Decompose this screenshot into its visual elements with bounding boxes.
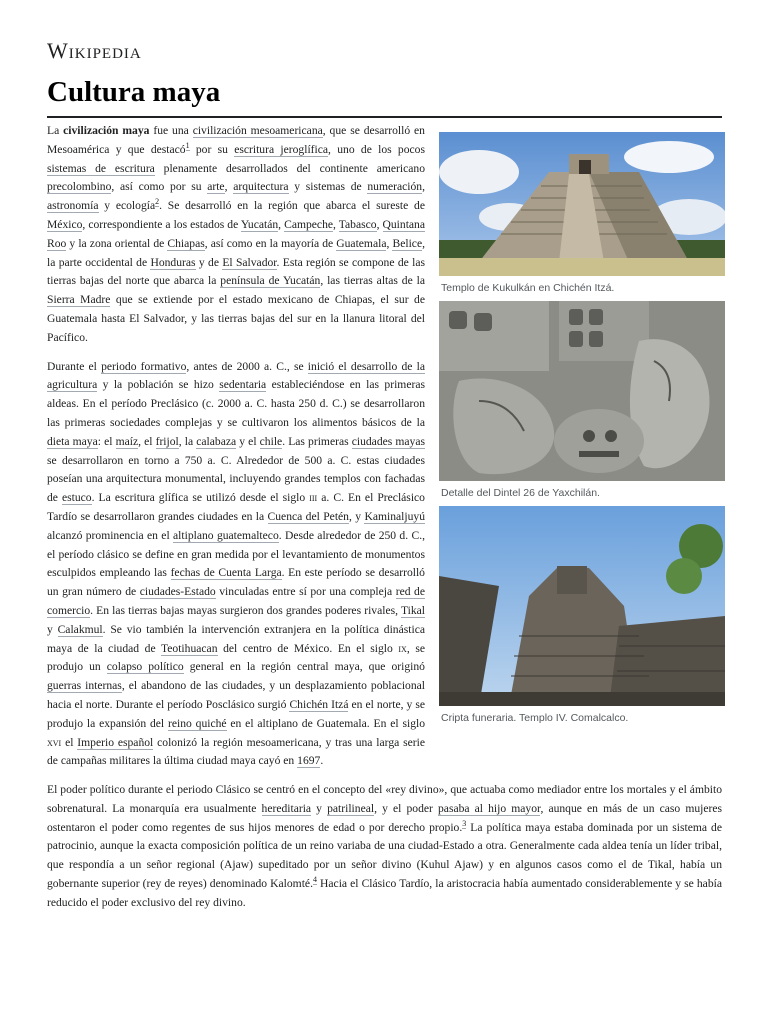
- link[interactable]: dieta maya: [47, 434, 98, 448]
- link[interactable]: inició el desarrollo de la agricultura: [47, 359, 425, 392]
- century-numeral: iii: [309, 491, 318, 505]
- article-body: [47, 122, 733, 923]
- paragraph-politics: El poder político durante el periodo Clásico se centró en el concepto del «rey divino», que actuaba como mediador entre los mortales y el ámbito sobrenatural. La monarquía era usualmente hereditaria y patrilineal, y el poder pasaba al hijo mayor, aunque en más de un caso mujeres ostentaron el poder como regentes de sus hijos menores de edad o por derecho propio.$^3$ La política maya estaba dominada por un sistema de patrocinio, aunque la exacta composición política de un reino variaba de una ciudad-Estado a otra. Generalmente cada aldea tenía un líder tribal, que respondía a un señor regional (Ajaw) supeditado por un señor divino (Kuhul Ajaw) y en algunos casos como el de Tikal, había un gobernante superior (rey de reyes) denominado Kalomté.$^4$ Hacia el Clásico Tardío, la aristocracia había aumentado considerablemente y se había reducido el poder exclusivo del rey divino.: [47, 783, 723, 909]
- link[interactable]: Teotihuacan: [161, 641, 218, 655]
- comalcalco-ruins-image[interactable]: [439, 506, 725, 706]
- link[interactable]: pasaba al hijo mayor: [438, 801, 541, 815]
- link[interactable]: chile: [259, 434, 283, 448]
- link[interactable]: escritura jeroglífica: [234, 142, 329, 156]
- link[interactable]: altiplano guatemalteco: [173, 528, 279, 542]
- bold-term: civilización maya: [63, 124, 150, 137]
- link[interactable]: estuco: [61, 491, 92, 505]
- link[interactable]: Sierra Madre: [47, 293, 111, 307]
- link[interactable]: Yucatán: [240, 217, 279, 231]
- reference[interactable]: 4: [312, 875, 317, 885]
- paragraph-history: Durante el periodo formativo, antes de 2000 a. C., se inició el desarrollo de la agricultura y la población se hizo sedentaria estableciéndose en las primeras aldeas. En el período Preclásico (c. 2000 a. C. hasta 250 d. C.) se desarrollaron las primeras sociedades complejas y se cultivaron los alimentos básicos de la dieta maya: el maíz, el frijol, la calabaza y el chile. Las primeras ciudades mayas se desarrollaron en torno a 750 a. C. Alrededor de 500 a. C. estas ciudades poseían una arquitectura monumental, incluyendo grandes templos con fachadas de estuco. La escritura glífica se utilizó desde el siglo iii a. C. En el Preclásico Tardío se desarrollaron grandes ciudades en la Cuenca del Petén, y Kaminaljuyú alcanzó prominencia en el altiplano guatemalteco. Desde alrededor de 250 d. C., el período clásico se define en gran medida por el levantamiento de monumentos esculpidos empleando las fechas de Cuenta Larga. En este período se desarrolló un gran número de ciudades-Estado vinculadas entre sí por una compleja red de comercio. En las tierras bajas mayas surgieron dos grandes poderes rivales, Tikal y Calakmul. Se vio también la intervención extranjera en la política dinástica maya de la ciudad de Teotihuacan del centro de México. En el siglo ix, se produjo un colapso político general en la región central maya, que originó guerras internas, el abandono de las ciudades, y un desplazamiento poblacional hacia el norte. Durante el período Posclásico surgió Chichén Itzá en el norte, y se produjo la expansión del reino quiché en el altiplano de Guatemala. En el siglo xvi el Imperio español colonizó la región mesoamericana, y tras una larga serie de campañas militares la última ciudad maya cayó en 1697.: [47, 359, 426, 768]
- figure-column: [439, 132, 727, 731]
- link[interactable]: Tikal: [400, 603, 425, 617]
- link[interactable]: Chichén Itzá: [289, 697, 349, 711]
- link[interactable]: ciudades mayas: [351, 434, 426, 448]
- link[interactable]: península de Yucatán: [220, 274, 321, 288]
- link[interactable]: civilización mesoamericana: [192, 124, 323, 137]
- link[interactable]: calabaza: [196, 434, 237, 448]
- link[interactable]: Cuenca del Petén: [267, 509, 349, 523]
- link[interactable]: astronomía: [47, 199, 99, 213]
- link[interactable]: 1697: [297, 754, 321, 768]
- link[interactable]: Calakmul: [57, 622, 103, 636]
- link[interactable]: México: [47, 217, 83, 231]
- link[interactable]: guerras internas: [47, 679, 122, 693]
- figure-caption: Cripta funeraria. Templo IV. Comalcalco.: [441, 712, 629, 724]
- link[interactable]: Tabasco: [338, 217, 377, 231]
- link[interactable]: Campeche: [284, 217, 334, 231]
- link[interactable]: sistemas de escritura: [47, 161, 155, 175]
- page-title: Cultura maya: [47, 76, 221, 108]
- link[interactable]: precolombino: [47, 180, 112, 194]
- link[interactable]: sedentaria: [219, 378, 267, 392]
- century-numeral: ix: [398, 641, 407, 655]
- link[interactable]: maíz: [115, 434, 139, 448]
- kukulkan-pyramid-image[interactable]: [439, 132, 725, 276]
- link[interactable]: Chiapas: [167, 236, 205, 250]
- link[interactable]: Belice: [392, 236, 423, 250]
- wikipedia-logo[interactable]: Wikipedia: [47, 38, 142, 63]
- link[interactable]: Imperio español: [77, 735, 154, 749]
- figure-caption: Templo de Kukulkán en Chichén Itzá.: [441, 282, 615, 294]
- link[interactable]: reino quiché: [167, 716, 227, 730]
- link[interactable]: Honduras: [150, 255, 196, 269]
- link[interactable]: red de comercio: [47, 585, 425, 617]
- century-numeral: xvi: [47, 735, 62, 749]
- reference[interactable]: 3: [462, 818, 467, 828]
- figure-caption: Detalle del Dintel 26 de Yaxchilán.: [441, 487, 600, 499]
- link[interactable]: frijol: [155, 434, 179, 448]
- lintel-relief-image[interactable]: [439, 301, 725, 481]
- link[interactable]: colapso político: [106, 660, 184, 674]
- reference[interactable]: 2: [155, 197, 160, 207]
- link[interactable]: periodo formativo: [101, 359, 187, 373]
- link[interactable]: ciudades-Estado: [139, 585, 216, 599]
- figure-comalcalco[interactable]: [439, 506, 727, 729]
- figure-yaxchilan[interactable]: [439, 301, 727, 504]
- link[interactable]: numeración: [367, 180, 423, 194]
- paragraph-intro: La civilización maya fue una civilización mesoamericana, que se desarrolló en Mesoamérica y que destacó$^1$ por su escritura jeroglífica, uno de los pocos sistemas de escritura plenamente desarrollados del continente americano precolombino, así como por su arte, arquitectura y sistemas de numeración, astronomía y ecología$^2$. Se desarrolló en la región que abarca el sureste de México, correspondiente a los estados de Yucatán, Campeche, Tabasco, Quintana Roo y la zona oriental de Chiapas, así como en la mayoría de Guatemala, Belice, la parte occidental de Honduras y de El Salvador. Esta región se compone de las tierras bajas del norte que abarca la península de Yucatán, las tierras altas de la Sierra Madre que se extiende por el estado mexicano de Chiapas, el sur de Guatemala hasta El Salvador, y las tierras bajas del sur en la llanura litoral del Pacífico.: [47, 124, 426, 344]
- link[interactable]: arte: [207, 180, 225, 194]
- link[interactable]: fechas de Cuenta Larga: [170, 566, 282, 580]
- link[interactable]: Kaminaljuyú: [364, 509, 425, 523]
- link[interactable]: hereditaria: [261, 801, 312, 815]
- link[interactable]: Guatemala: [336, 236, 387, 250]
- link[interactable]: arquitectura: [233, 180, 289, 194]
- title-divider: [47, 116, 722, 118]
- link[interactable]: El Salvador: [222, 255, 277, 269]
- link[interactable]: Quintana Roo: [47, 217, 425, 250]
- link[interactable]: patrilineal: [327, 801, 375, 815]
- figure-kukulkan[interactable]: [439, 132, 727, 299]
- reference[interactable]: 1: [185, 140, 190, 150]
